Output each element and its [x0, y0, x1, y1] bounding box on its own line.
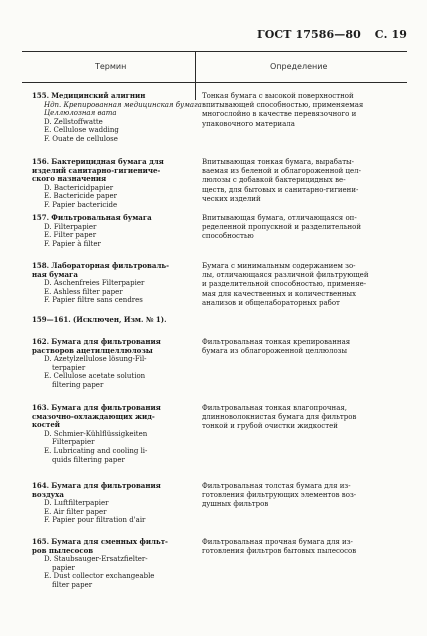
table-top-rule — [22, 51, 407, 52]
definition-line: впитывающей способностью, применяемая — [202, 101, 364, 110]
definition-165 — [202, 538, 407, 556]
term-french: F. Papier bactericide — [44, 200, 118, 209]
page-header — [257, 28, 407, 41]
term-title: воздуха — [32, 489, 64, 499]
definition-line: душных фильтров — [202, 500, 269, 509]
term-entry-165 — [32, 538, 192, 590]
term-number: 165. — [32, 537, 50, 546]
term-entry-162 — [32, 338, 192, 390]
term-number: 158. — [32, 261, 50, 270]
definition-line: многослойно в качестве перевязочного и — [202, 110, 357, 119]
term-number: 163. — [32, 403, 50, 412]
definition-line: лы, отличающаяся различной фильтрующей — [202, 271, 369, 280]
term-german: D. Bactericidpapier — [44, 183, 114, 192]
table-header-rule — [22, 82, 407, 83]
term-english: E. Cellulose acetate solution — [44, 372, 146, 381]
term-number: 157. — [32, 213, 50, 222]
term-number: 156. — [32, 157, 50, 166]
term-german: terpapier — [52, 363, 86, 372]
term-title: смазочно-охлаждающих жид- — [32, 411, 155, 421]
term-title: Фильтровальная бумага — [51, 213, 152, 222]
term-title: Лабораторная фильтроваль- — [51, 261, 170, 270]
definition-line: анализов и общелабораторных работ — [202, 298, 340, 307]
term-english: E. Bactericide paper — [44, 192, 117, 201]
term-english: E. Cellulose wadding — [44, 126, 119, 135]
definition-line: ределенной пропускной и разделительной — [202, 223, 362, 232]
term-title: изделий санитарно-гигиениче- — [32, 165, 161, 175]
definition-line: Тонкая бумага с высокой поверхностной — [202, 92, 354, 100]
definition-line: и разделительной способностью, применяе- — [202, 280, 367, 289]
term-title: ров пылесосов — [32, 545, 94, 555]
term-german: papier — [52, 563, 75, 572]
definition-line: упаковочного материала — [202, 119, 295, 128]
term-english: E. Filter paper — [44, 231, 97, 240]
term-english: filter paper — [52, 580, 93, 589]
column-header-terms: Термин — [95, 62, 127, 71]
term-entry-155 — [32, 91, 202, 144]
term-number: 155. — [32, 91, 50, 100]
definition-162 — [202, 338, 407, 356]
term-german: D. Aschenfreies Filterpapier — [44, 279, 145, 288]
term-english: E. Ashless filter paper — [44, 287, 123, 296]
term-german: D. Azetylzellulose lösung-Fil- — [44, 355, 147, 364]
term-title: костей — [32, 420, 60, 430]
term-entry-157 — [32, 214, 192, 248]
term-entry-159-161 — [32, 316, 192, 325]
definition-line: Бумага с минимальным содержанием зо- — [202, 262, 356, 270]
term-german: D. Zellstoffwatte — [44, 117, 103, 126]
definition-line: Впитывающая бумага, отличающаяся оп- — [202, 214, 357, 222]
definition-line: готовления фильтрующих элементов воз- — [202, 491, 357, 500]
term-entry-163 — [32, 404, 192, 464]
column-divider-header — [195, 51, 196, 82]
definition-line: Фильтровальная тонкая влагопрочная, — [202, 404, 348, 412]
definition-line: бумага из облагороженной целлюлозы — [202, 347, 348, 356]
term-german: D. Schmier-Kühlflüssigkeiten — [44, 429, 148, 438]
deprecated-term: Ндп. Крепированная медицинская бумага — [44, 100, 202, 109]
term-english: filtering paper — [52, 380, 104, 389]
term-german: D. Staubsauger-Ersatzfielter- — [44, 555, 148, 564]
term-german: D. Luftfilterpapier — [44, 499, 109, 508]
column-divider-top — [195, 82, 196, 100]
definition-156 — [202, 158, 407, 204]
page-number: С. 19 — [374, 28, 407, 41]
term-title: Медицинский алигнин — [51, 91, 146, 100]
definition-line: люлозы с добавкой бактерицидных ве- — [202, 176, 346, 185]
term-title: Бумага для фильтрования — [51, 337, 161, 346]
term-french: F. Ouate de cellulose — [44, 134, 118, 143]
term-title: Бактерицидная бумага для — [51, 157, 164, 166]
term-english: quids filtering paper — [52, 455, 125, 464]
definition-163 — [202, 404, 407, 432]
term-german: D. Filterpapier — [44, 222, 97, 231]
term-title: (Исключен, Изм. № 1). — [72, 315, 167, 324]
term-english: E. Lubricating and cooling li- — [44, 446, 148, 455]
term-english: E. Dust collector exchangeable — [44, 572, 155, 581]
term-french: F. Papier filtre sans cendres — [44, 296, 143, 305]
term-number: 159—161. — [32, 315, 71, 324]
definition-line: ществ, для бытовых и санитарно-гигиени- — [202, 185, 359, 194]
standard-number: ГОСТ 17586—80 — [257, 28, 361, 41]
term-title: ского назначения — [32, 174, 107, 184]
definition-line: готовления фильтров бытовых пылесосов — [202, 547, 357, 556]
definition-line: длинноволокнистая бумага для фильтров — [202, 413, 357, 422]
term-entry-156 — [32, 158, 192, 210]
definition-line: Фильтровальная толстая бумага для из- — [202, 482, 351, 490]
term-title: Бумага для фильтрования — [51, 403, 161, 412]
definition-line: мая для качественных и количественных — [202, 289, 357, 298]
term-title: Бумага для фильтрования — [51, 481, 161, 490]
term-title: ная бумага — [32, 269, 78, 279]
definition-158 — [202, 262, 407, 308]
term-french: F. Papier à filter — [44, 239, 101, 248]
term-number: 164. — [32, 481, 50, 490]
definition-line: тонкой и грубой очистки жидкостей — [202, 422, 338, 431]
term-title: Бумага для сменных фильт- — [51, 537, 168, 546]
term-german: Filterpapier — [52, 438, 95, 447]
term-english: E. Air filter paper — [44, 507, 107, 516]
column-header-definition: Определение — [270, 62, 328, 71]
term-entry-164 — [32, 482, 192, 525]
deprecated-term: Целлюлозная вата — [44, 109, 117, 118]
definition-164 — [202, 482, 407, 510]
term-title: растворов ацетилцеллюлозы — [32, 345, 153, 355]
definition-line: Фильтровальная тонкая крепированная — [202, 338, 351, 346]
definition-line: Фильтровальная прочная бумага для из- — [202, 538, 353, 546]
definition-line: Впитывающая тонкая бумага, вырабаты- — [202, 158, 354, 166]
definition-line: ческих изделий — [202, 194, 261, 203]
term-entry-158 — [32, 262, 192, 305]
term-number: 162. — [32, 337, 50, 346]
definition-157 — [202, 214, 407, 242]
definition-line: ваемая из беленой и облагороженной цел- — [202, 167, 361, 176]
definition-155 — [202, 92, 407, 129]
definition-line: способностью — [202, 232, 254, 241]
term-french: F. Papier pour filtration d'air — [44, 516, 146, 525]
